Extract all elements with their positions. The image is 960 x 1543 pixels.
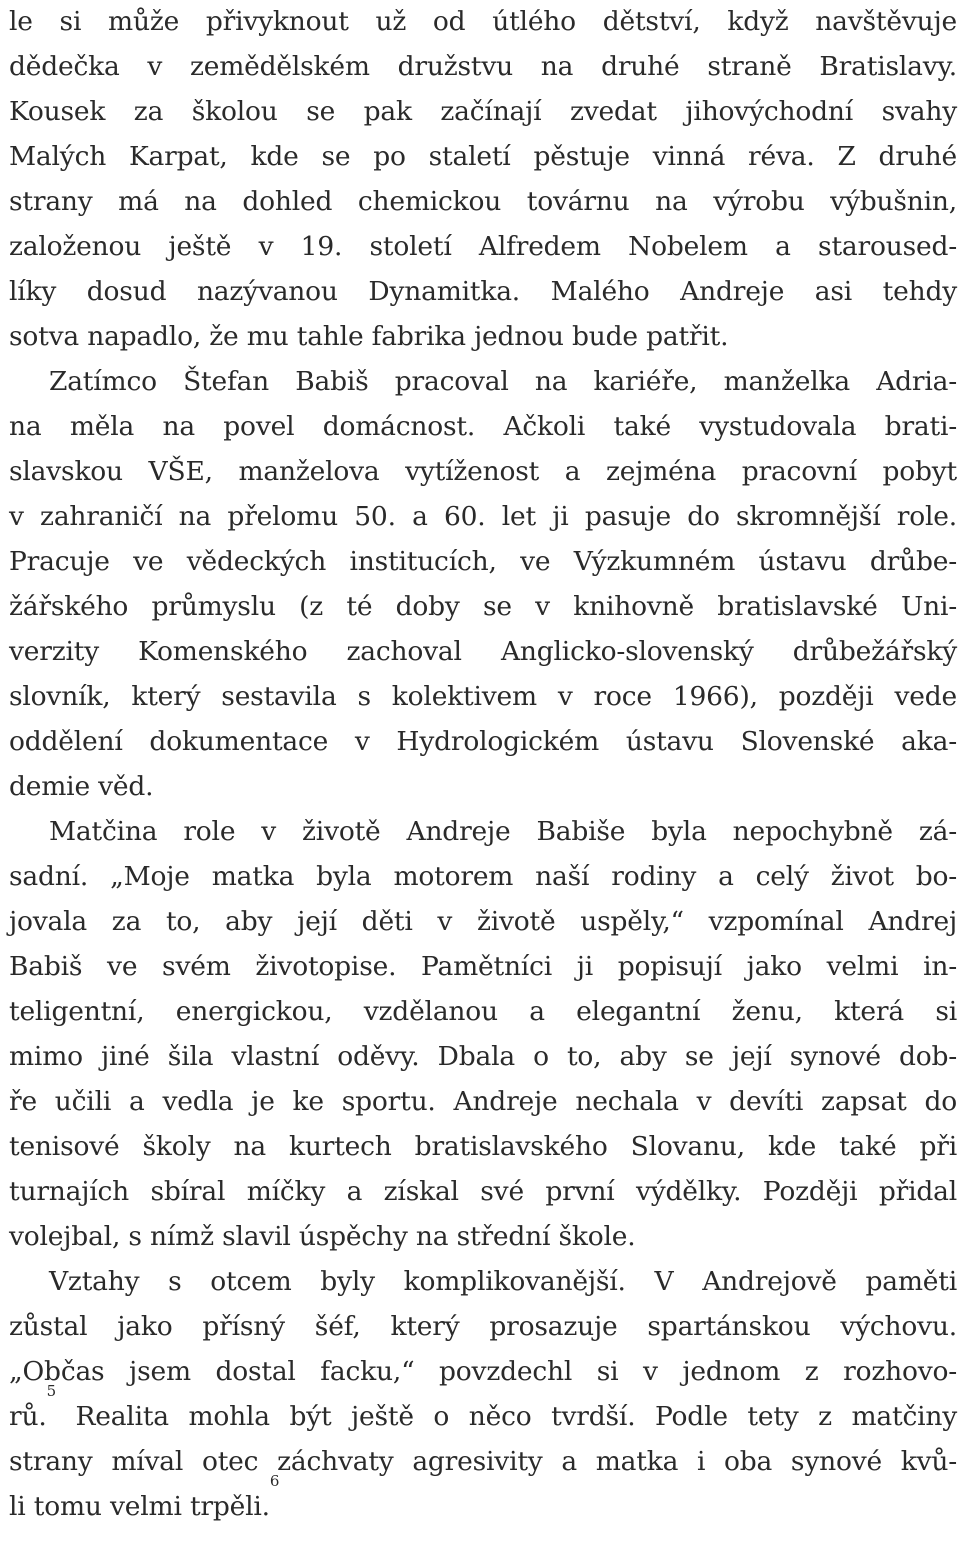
footnote-ref-5[interactable]: 5 [46, 1382, 56, 1400]
text-line: demie věd. [9, 771, 154, 802]
text-line: strany míval otec záchvaty agresivity a matka i oba synové kvů- [9, 1446, 957, 1477]
text-line: turnajích sbíral míčky a získal své první výdělky. Později přidal [9, 1176, 957, 1207]
text-line: tenisové školy na kurtech bratislavského Slovanu, kde také při [9, 1131, 957, 1162]
text-line: sadní. „Moje matka byla motorem naší rodiny a celý život bo- [9, 861, 957, 892]
text-line: oddělení dokumentace v Hydrologickém ústavu Slovenské aka- [9, 726, 957, 757]
text-line: Malých Karpat, kde se po staletí pěstuje vinná réva. Z druhé [9, 141, 957, 172]
text-line: Vztahy s otcem byly komplikovanější. V Andrejově paměti [49, 1266, 957, 1297]
text-line: mimo jiné šila vlastní oděvy. Dbala o to, aby se její synové dob- [9, 1041, 957, 1072]
text-line: založenou ještě v 19. století Alfredem Nobelem a staroused- [9, 231, 957, 262]
text-line: na měla na povel domácnost. Ačkoli také vystudovala brati- [9, 411, 957, 442]
text-line: líky dosud nazývanou Dynamitka. Malého Andreje asi tehdy [9, 276, 957, 307]
text-line: dědečka v zemědělském družstvu na druhé straně Bratislavy. [9, 51, 957, 82]
text-line: verzity Komenského zachoval Anglicko-slovenský drůbežářský [9, 636, 957, 667]
text-line: ře učili a vedla je ke sportu. Andreje nechala v devíti zapsat do [9, 1086, 957, 1117]
text-line: Babiš ve svém životopise. Pamětníci ji popisují jako velmi in- [9, 951, 957, 982]
text-line: jovala za to, aby její děti v životě uspěly,“ vzpomínal Andrej [9, 906, 957, 937]
text-segment: li tomu velmi trpěli. [9, 1491, 270, 1522]
text-line [9, 1382, 957, 1439]
text-line: zůstal jako přísný šéf, který prosazuje spartánskou výchovu. [9, 1311, 957, 1342]
text-line: slovník, který sestavila s kolektivem v roce 1966), později vede [9, 681, 957, 712]
text-line: Pracuje ve vědeckých institucích, ve Výzkumném ústavu drůbe- [9, 546, 957, 577]
text-line: Matčina role v životě Andreje Babiše byla nepochybně zá- [49, 816, 957, 847]
footnote-ref-6[interactable]: 6 [269, 1472, 280, 1490]
text-line: Kousek za školou se pak začínají zvedat jihovýchodní svahy [9, 96, 957, 127]
text-line: teligentní, energickou, vzdělanou a elegantní ženu, která si [9, 996, 957, 1027]
text-line: le si může přivyknout už od útlého dětství, když navštěvuje [9, 6, 957, 37]
text-line: žářského průmyslu (z té doby se v knihovně bratislavské Uni- [9, 591, 957, 622]
text-segment: Realita mohla být ještě o něco tvrdší. Podle tety z matčiny [55, 1401, 957, 1432]
text-line: strany má na dohled chemickou továrnu na výrobu výbušnin, [9, 186, 957, 217]
text-line: sotva napadlo, že mu tahle fabrika jednou bude patřit. [9, 321, 729, 352]
text-line: „Občas jsem dostal facku,“ povzdechl si v jednom z rozhovo- [9, 1356, 957, 1387]
text-line: volejbal, s nímž slavil úspěchy na střední škole. [9, 1221, 636, 1252]
text-line: slavskou VŠE, manželova vytíženost a zejména pracovní pobyt [9, 456, 957, 487]
text-line: v zahraničí na přelomu 50. a 60. let ji pasuje do skromnější role. [9, 501, 957, 532]
text-line: Zatímco Štefan Babiš pracoval na kariéře, manželka Adria- [49, 366, 957, 397]
text-segment: rů. [9, 1401, 47, 1432]
text-line [9, 1472, 957, 1529]
